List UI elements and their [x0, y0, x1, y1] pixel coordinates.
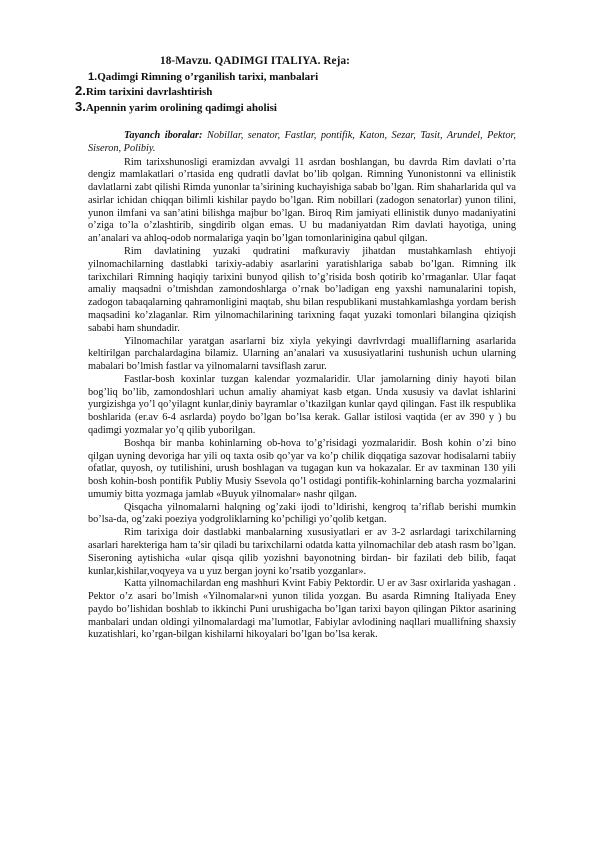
- keywords-text: Nobillar, senator, Fastlar, pontifik, Katon, Sezar, Tasit, Arundel, Pektor, Siseron, Polibiy.: [88, 130, 516, 154]
- document-title: 18-Mavzu. QADIMGI ITALIYA. Reja:: [160, 55, 350, 67]
- plan-item-text: Rim tarixini davrlashtirish: [85, 86, 213, 99]
- lesson-plan: [75, 70, 515, 115]
- plan-item-text: Qadimgi Rimning o’rganilish tarixi, manbalari: [97, 71, 319, 83]
- body-paragraph: Yilnomachilar yaratgan asarlarni biz xiyla yekyingi davrlvrdagi mualliflarning asarlarida keltirilgan parchalardagina bilamiz. Ularning an’analari va xususiyatlarini tushunish uchun ularning mabalari bo’lmish fastlar va yilnomalarni tavsiflash zarur.: [88, 335, 516, 373]
- plan-item: [88, 70, 515, 84]
- body-paragraph: Katta yilnomachilardan eng mashhuri Kvint Fabiy Pektordir. U er av 3asr oxirlarida yashagan . Pektor o’z asari bo’lmish «Yilnomalar»ni yunon tilida yozgan. Bu asarda Rimning Italiyada Eney paydo bo’lishidan boshlab to ikkinchi Puni urushigacha bo’lgan tarixi bayon qilingan Piktor asarining manbalari undan oldingi yilnomalardagi ma’lumotlar, Fabiylar avlodining naqllari muallifning shaxsiy kuzatishlari, ko’rgan-bilgan kishilarni hikoyalari bo’lgan bo’lsa kerak.: [88, 578, 516, 641]
- plan-item: [75, 100, 515, 115]
- plan-item-number: 1.: [88, 71, 98, 83]
- plan-item-text: Apennin yarim orolining qadimgi aholisi: [85, 101, 277, 114]
- body-paragraph: Rim tarixiga doir dastlabki manbalarning xususiyatlari er av 3-2 asrlardagi tarixchilarning asarlari harekteriga ham ta’sir qiladi bu tarixchilarni odatda katta yilnomachilar deb atash rasm bo’lgan. Siseroning aytishicha «ular qisqa qilib yozishni bayonotning birdan- bir fazilati deb bilib, faqat kunlar,kishilar,voqyeya va u yuz bergan joyni ko’rsatib yozganlar».: [88, 527, 516, 577]
- document-body: [88, 130, 516, 642]
- body-paragraph: Fastlar-bosh koxinlar tuzgan kalendar yozmalaridir. Ular jamolarning diniy hayoti bilan bog’liq bo’lib, zamondoshlari uchun amaliy ahamiyat kasb etgan. Unda xususiy va davlat ishlarini yurgizishga yo’l qo’yilagnt kunlar,diniy bayramlar o’tkazilgan kunlar qayd qilingan. Fast ilk respublika boshlarida (er.av 6-4 asrlarda) poydo bo’lgan bo’lsa kerak. Gallar istilosi vaqtida (er av 390 y ) bu qadimgi yozmalar yo’q qilib yuborilgan.: [88, 373, 516, 436]
- plan-item: [75, 84, 515, 99]
- plan-item-number: 2.: [75, 83, 86, 99]
- keywords-label: Tayanch iboralar:: [124, 130, 203, 141]
- body-paragraph: Boshqa bir manba kohinlarning ob-hova to’g’risidagi yozmalaridir. Bosh kohin o’zi bino qilgan uyning devoriga har yili oq taxta osib qo’yar va ko’p chilik diqqatiga sazovar hodisalarni tabiiy ofatlar, quyosh, oy tutilishini, urush boshlagan va tugagan kun va hokazalar. Er av taxminan 130 yili bosh kohin-bosh pontifik Publiy Musiy Ssevola qo’l ostidagi pontifik-kohinlarning barcha yozmalarini umumiy bitta yozmaga jamlab «Buyuk yilnomalar» nashr qilgan.: [88, 437, 516, 500]
- body-paragraph: Rim davlatining yuzaki qudratini mafkuraviy jihatdan mustahkamlash ehtiyoji yilnomachilarning dastlabki tarixiy-adabiy asarlarini yaratishlariga sabab bo’lgan. Rimning ilk tarixchilari Rimning haqiqiy tarixini bunyod qilish to’g’risida bosh qotirib ko’rmaganlar. Ular faqat amaliy maqsadni o’tmishdan zamondoshlarga o’rnak bo’ladigan eng yaxshi namunalarini topish, zadogon tabaqalarning qahramonligini maqtab, shu bilan respublikani mustahkamlashga yordam berish maqsadini ko’zlaganlar. Rim yilnomachilarining tarixning faqat yuzaki tomonlari bilangina qiziqish sababi ham shundadir.: [88, 246, 516, 334]
- keywords-paragraph: [88, 130, 516, 156]
- body-paragraph: Rim tarixshunosligi eramizdan avvalgi 11 asrdan boshlangan, bu davrda Rim davlati o’rta dengiz mamlakatlari o’rtasida eng qudratli davlat bo’lib qolgan. Rimning Yunonistonni va ellinistik davlatlarni zabt qilishi Rimda yunonlar ta’sirining kuchayishiga sabab bo’lgan. Rim shaharlarida qul va asirlar ichidan chiqqan bilimli kishilar paydo bo’lgan. Rim nobillari (zadogon senatorlar) yunon tilini, yunon ilmfani va san’atini bilishga majbur bo’lgan. Biroq Rim jamiyati ellinistik dunyo madaniyatini o’ziga to’la o’zlashtirib, singdirib olgan emas. U bu madaniyatdan Rim davlati hayotiga, uning an’analari va ahloq-odob normalariga yaqin bo’lgan tomonlarinigina qabul qilgan.: [88, 156, 516, 245]
- body-paragraph: Qisqacha yilnomalarni halqning og’zaki ijodi to’ldirishi, kengroq ta’riflab berishi mumkin bo’lsa-da, og’zaki poeziya yodgroliklarning ko’pchiligi yo’qolib ketgan.: [88, 501, 516, 526]
- plan-item-number: 3.: [75, 98, 86, 114]
